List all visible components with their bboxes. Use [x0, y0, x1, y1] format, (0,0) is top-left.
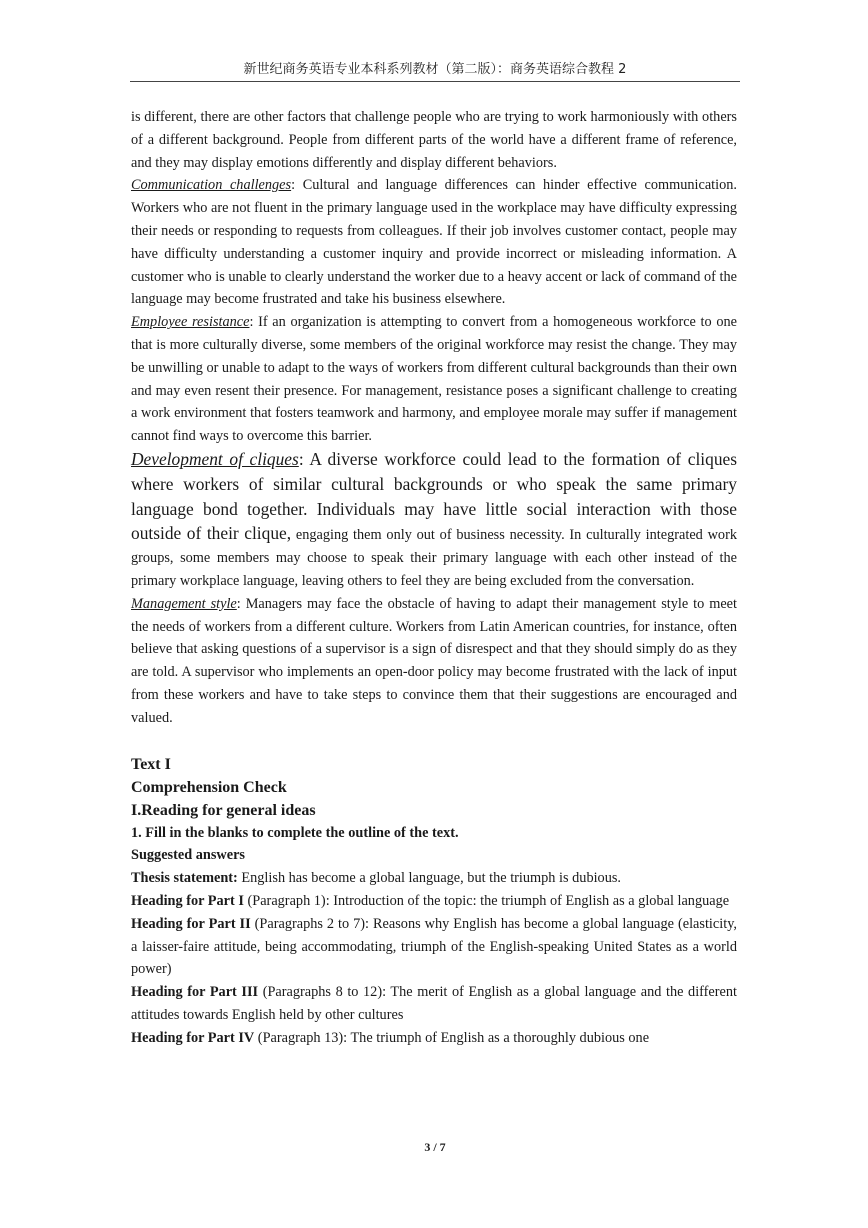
management-style-term: Management style: [131, 595, 237, 612]
thesis-label: Thesis statement:: [131, 870, 238, 887]
part1-text: (Paragraph 1): Introduction of the topic: the triumph of English as a global language: [243, 892, 730, 909]
part4-text: (Paragraph 13): The triumph of English as a thoroughly dubious one: [254, 1029, 650, 1046]
part1-line: [131, 890, 737, 913]
employee-resistance-paragraph: [131, 311, 737, 448]
part2-line: [131, 913, 737, 981]
part3-text: (Paragraphs 8 to 12): The merit of English as a global language and the different attitudes towards English held by other cultures: [131, 984, 737, 1023]
intro-paragraph: is different, there are other factors that challenge people who are trying to work harmoniously with others of a different background. People from different parts of the world have a different frame of reference, and they may display emotions differently and display different behaviors.: [131, 109, 737, 171]
section-spacer: [131, 730, 737, 753]
part3-line: [131, 981, 737, 1027]
communication-challenges-term: Communication challenges: [131, 177, 292, 194]
part4-label: Heading for Part IV: [131, 1029, 255, 1046]
cliques-text: engaging them only out of business necessity. In culturally integrated work groups, some members may choose to speak their primary language with each other instead of the primary workplace language, leaving others to feel they are being excluded from the conversation.: [131, 527, 737, 589]
part3-label: Heading for Part III: [131, 984, 259, 1001]
thesis-line: [131, 867, 737, 890]
thesis-text: English has become a global language, but the triumph is dubious.: [237, 870, 621, 887]
part1-label: Heading for Part I: [131, 892, 244, 909]
management-style-text: : Managers may face the obstacle of having to adapt their management style to meet the needs of workers from a different culture. Workers from Latin American countries, for instance, often believe that asking questions of a supervisor is a sign of disrespect and that they should simply do as they are told. A supervisor who implements an open-door policy may become frustrated with the lack of input from these workers and have to take steps to convince them that their suggestions are encouraged and valued.: [131, 595, 737, 726]
management-style-paragraph: [131, 593, 737, 730]
part4-line: [131, 1027, 737, 1050]
page-number: 3 / 7: [424, 1140, 446, 1154]
employee-resistance-text: : If an organization is attempting to convert from a homogeneous workforce to one that is more culturally diverse, some members of the original workforce may resist the change. They may be unwilling or unable to adapt to the ways of workers from different cultural backgrounds than their own and may even resent their presence. For management, resistance poses a significant challenge to creating a work environment that fosters teamwork and harmony, and employee morale may suffer if management cannot find ways to overcome this barrier.: [131, 314, 737, 445]
suggested-answers-label: Suggested answers: [131, 847, 245, 864]
communication-challenges-text: : Cultural and language differences can hinder effective communication. Workers who are not fluent in the primary language used in the workplace may have difficulty expressing their needs or responding to requests from colleagues. If their job involves customer contact, people may have difficulty understanding a customer inquiry and provide incorrect or misleading information. A customer who is unable to clearly understand the worker due to a heavy accent or lack of command of the language may become frustrated and take his business elsewhere.: [131, 177, 737, 308]
employee-resistance-term: Employee resistance: [131, 314, 250, 331]
text-title: Text I: [131, 755, 171, 773]
task-instruction: 1. Fill in the blanks to complete the outline of the text.: [131, 824, 459, 841]
cliques-text-large: : A diverse workforce could lead to the formation of cliques where workers of similar cultural backgrounds or who speak the same primary language bond together. Individuals may have little social interaction with those outside of their clique,: [131, 448, 737, 544]
cliques-term: Development of cliques: [131, 448, 299, 469]
reading-heading: I.Reading for general ideas: [131, 801, 316, 819]
part2-label: Heading for Part II: [131, 915, 251, 932]
communication-challenges-paragraph: [131, 174, 737, 311]
page-body: [131, 106, 737, 1049]
page-header: 新世纪商务英语专业本科系列教材（第二版）：商务英语综合教程 2: [243, 62, 627, 77]
comprehension-heading: Comprehension Check: [131, 778, 287, 796]
header-divider: [130, 81, 740, 82]
cliques-paragraph: [131, 448, 737, 593]
part2-text: (Paragraphs 2 to 7): Reasons why English has become a global language (elasticity, a laisser-faire attitude, being accommodating, triumph of the English-speaking United States as a world power): [131, 915, 737, 978]
